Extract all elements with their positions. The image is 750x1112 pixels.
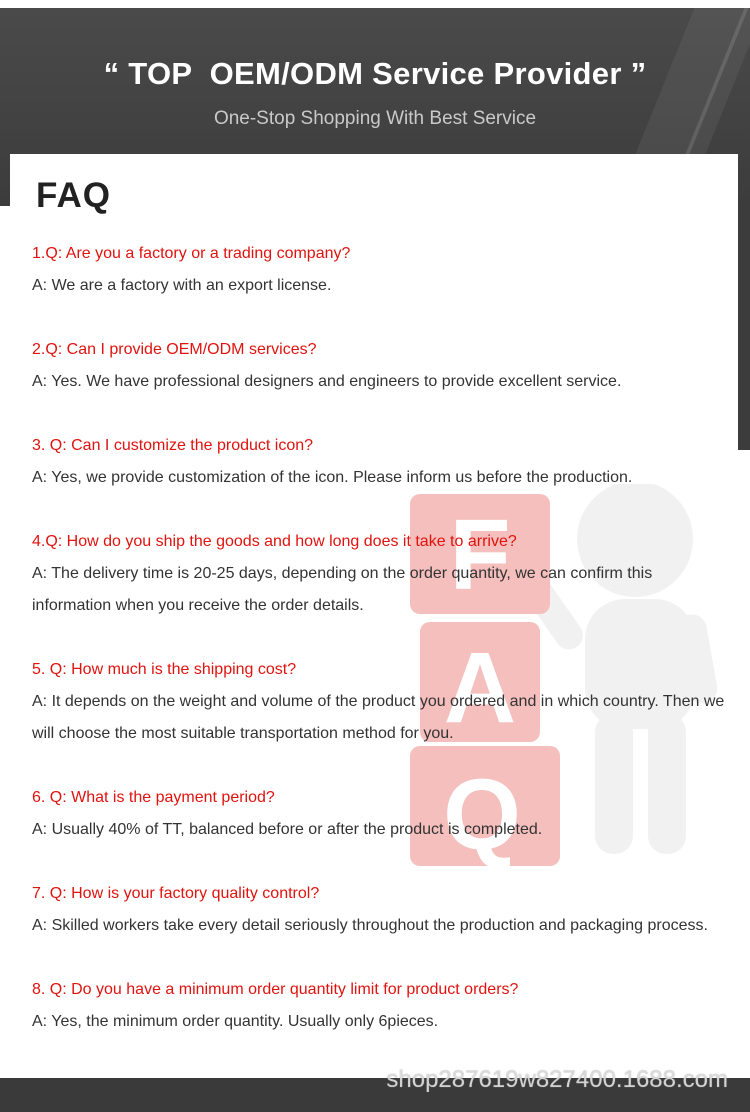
cube-letter-f: F [449,499,511,611]
right-side-bar [738,206,750,450]
shop-url-watermark: shop287619w827400.1688.com [386,1066,728,1093]
faq-question: 6. Q: What is the payment period? [32,789,275,806]
faq-item [32,430,732,494]
faq-question: 7. Q: How is your factory quality control? [32,885,320,902]
faq-question: 8. Q: Do you have a minimum order quantity limit for product orders? [32,981,519,998]
faq-answer: A: Skilled workers take every detail seriously throughout the production and packaging process. [32,917,708,934]
faq-item [32,782,732,846]
faq-list [32,238,732,1070]
cube-letter-q: Q [443,759,521,871]
faq-answer: A: Yes, the minimum order quantity. Usually only 6pieces. [32,1013,439,1030]
faq-answer: A: Usually 40% of TT, balanced before or after the product is completed. [32,821,543,838]
faq-item [32,526,732,622]
faq-question: 4.Q: How do you ship the goods and how long does it take to arrive? [32,533,517,550]
faq-answer: A: Yes, we provide customization of the icon. Please inform us before the production. [32,469,633,486]
cube-letter-a: A [443,632,517,744]
faq-question: 3. Q: Can I customize the product icon? [32,437,314,454]
faq-question: 2.Q: Can I provide OEM/ODM services? [32,341,317,358]
faq-question: 5. Q: How much is the shipping cost? [32,661,297,678]
header-subtitle: One-Stop Shopping With Best Service [213,108,537,129]
faq-answer: A: We are a factory with an export license. [32,277,332,294]
header-title: “ TOP OEM/ODM Service Provider ” [103,56,647,91]
faq-answer: A: It depends on the weight and volume of the product you ordered and in which country. Then we will choose the most suitable transportation method for you. [32,693,725,742]
faq-item [32,334,732,398]
faq-item [32,974,732,1038]
faq-item [32,878,732,942]
faq-item [32,654,732,750]
faq-item [32,238,732,302]
faq-heading: FAQ [36,176,111,215]
faq-answer: A: The delivery time is 20-25 days, depending on the order quantity, we can confirm this information when you receive the order details. [32,565,653,614]
faq-card [10,154,738,1078]
faq-answer: A: Yes. We have professional designers and engineers to provide excellent service. [32,373,622,390]
faq-question: 1.Q: Are you a factory or a trading company? [32,245,351,262]
